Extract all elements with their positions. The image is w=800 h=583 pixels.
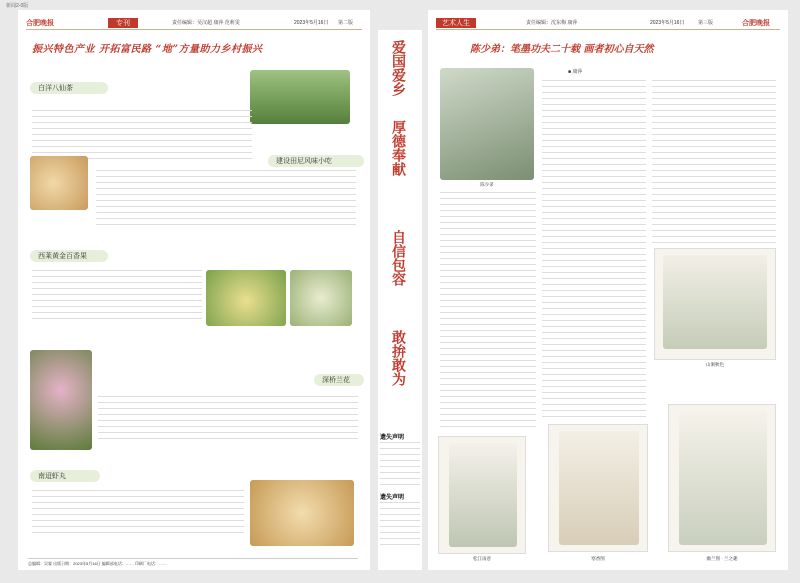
shrimp-ball-image [250,480,354,546]
food-image [30,156,88,210]
right-page-number: 第三版 [698,20,714,26]
right-page [428,10,788,570]
page-section: 专刊 [108,18,138,28]
artist-photo [440,68,534,180]
notice-text-1 [380,442,420,486]
painting-frame-3 [548,424,648,552]
painting-caption-4: 幽兰图 · 兰之趣 [706,556,738,561]
painting-caption-2: 松江雨意 [473,556,491,561]
section-text-1 [32,110,252,160]
byline: ■ 康萍 [568,69,583,75]
editor-line: 责任编辑：吴汉超 康萍 范莉雯 [172,20,240,26]
article-body-col-1 [440,192,536,432]
section-text-2 [96,170,356,230]
tab-label[interactable]: 新闻2-0版 [6,3,29,9]
section-text-3 [32,270,202,322]
right-masthead: 合肥晚报 [742,20,770,27]
painting-caption-3: 寒香图 [591,556,605,561]
article-body-col-3 [652,80,776,244]
left-page [18,10,370,570]
section-bar-4: 深桥兰花 [314,374,364,386]
notice-text-2 [380,502,420,548]
page-date: 2023年5月16日 [294,20,329,26]
right-page-header [436,18,780,30]
section-bar-5: 南迢虾丸 [30,470,100,482]
section-bar-3: 西莱黄金百香果 [30,250,108,262]
left-headline: 振兴特色产业 开拓富民路 “地”方量助力乡村振兴 [32,44,263,55]
artist-photo-caption: 陈少弟 [480,182,494,187]
masthead: 合肥晚报 [26,20,54,27]
right-headline: 陈少弟：笔墨功夫二十载 画者初心自天然 [470,44,654,55]
tea-image [250,70,350,124]
left-footer: 总编辑：吴霖 出版日期：2023年5月16日 编辑部电话：…… 印刷厂电话：…… [28,558,358,567]
painting-frame-4 [668,404,776,552]
section-bar-2: 建设田尼风味小吃 [268,155,364,167]
left-page-header [26,18,362,30]
orchid-image [30,350,92,450]
painting-3 [559,431,639,545]
notice-title-1: 遗失声明 [380,435,405,441]
right-editor-line: 责任编辑：沈东梅 康萍 [526,20,578,26]
right-section: 艺术人生 [436,18,476,28]
slogan-3: 自信包容 [390,230,406,286]
center-column [378,30,422,570]
page-number: 第二版 [338,20,354,26]
slogan-4: 敢拚敢为 [390,330,406,386]
passionfruit-image-1 [206,270,286,326]
painting-2 [449,443,517,547]
slogan-2: 厚德奉献 [390,120,406,176]
painting-frame-1 [654,248,776,360]
notice-title-2: 遗失声明 [380,495,405,501]
section-text-4 [98,396,358,440]
painting-caption-1: 山涧秋色 [706,362,724,367]
section-text-5 [32,490,244,538]
slogan-1: 爱国爱乡 [390,40,406,96]
right-date: 2023年5月16日 [650,20,685,26]
passionfruit-image-2 [290,270,352,326]
section-bar-1: 白洋八仙茶 [30,82,108,94]
painting-4 [679,411,767,545]
article-body-col-2 [542,80,646,420]
painting-frame-2 [438,436,526,554]
painting-1 [663,255,767,349]
